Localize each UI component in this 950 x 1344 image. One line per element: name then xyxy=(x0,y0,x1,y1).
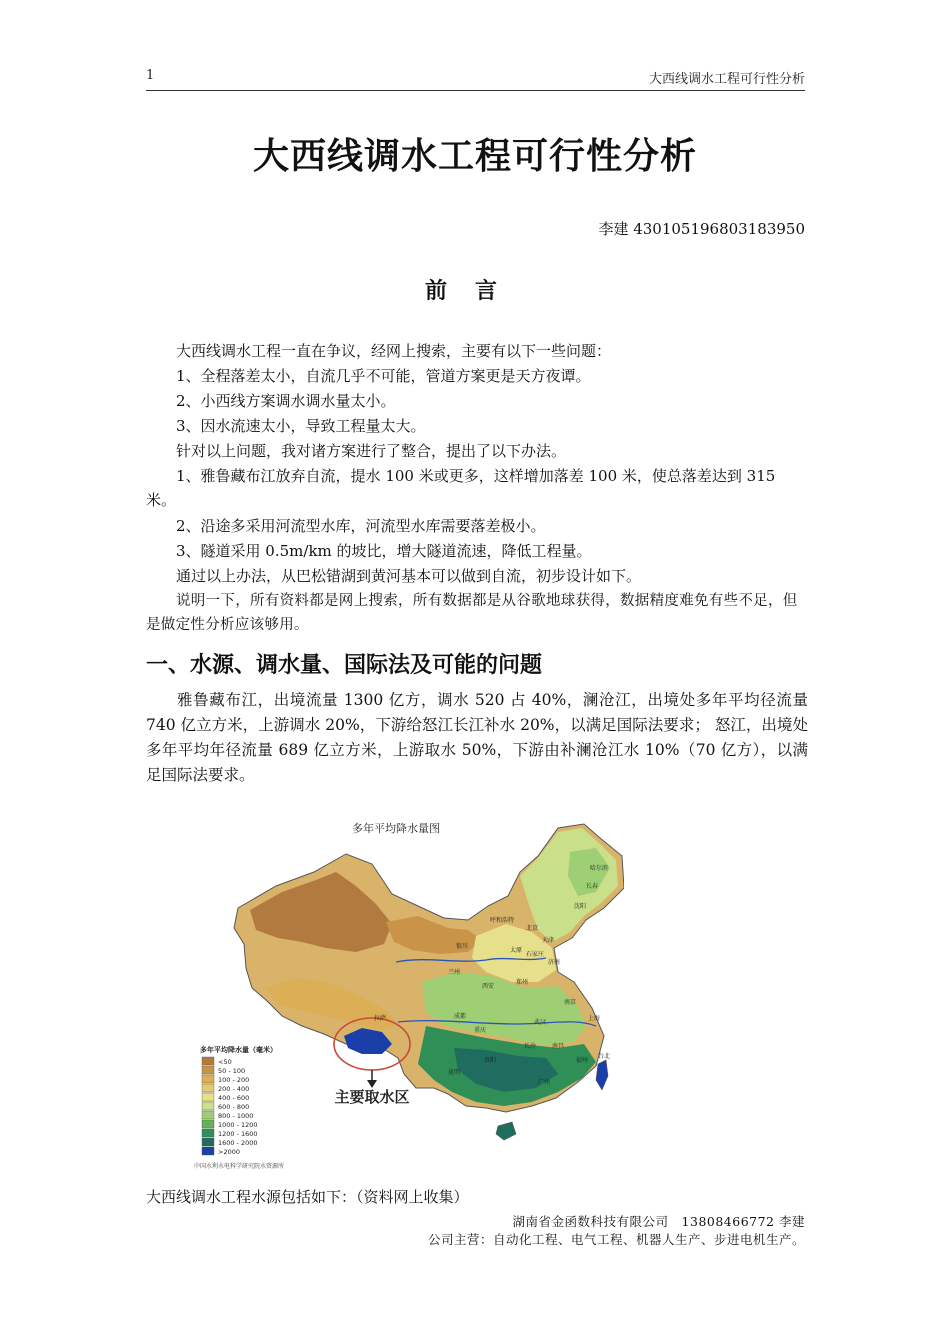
map-place-label: 长春 xyxy=(586,883,599,890)
intake-pointer-arrow xyxy=(367,1080,377,1088)
legend-swatch xyxy=(202,1120,214,1128)
preface-heading: 前言 xyxy=(424,279,525,304)
map-place-label: 昆明 xyxy=(448,1069,461,1076)
legend-label: 1600 - 2000 xyxy=(218,1139,258,1147)
legend-swatch xyxy=(202,1084,214,1092)
preface-line: 3、因水流速太小，导致工程量太大。 xyxy=(176,417,426,435)
footer-business: 公司主营：自动化工程、电气工程、机器人生产、步进电机生产。 xyxy=(427,1232,805,1247)
document-title: 大西线调水工程可行性分析 xyxy=(252,136,697,177)
legend-title: 多年平均降水量（毫米） xyxy=(200,1046,277,1054)
page-number: 1 xyxy=(146,68,155,83)
preface-line: 3、隧道采用 0.5m/km 的坡比，增大隧道流速，降低工程量。 xyxy=(176,542,592,560)
map-place-label: 兰州 xyxy=(448,969,461,976)
map-place-label: 贵阳 xyxy=(484,1057,497,1064)
footer-company: 湖南省金函数科技有限公司 13808466772 李建 xyxy=(512,1214,805,1229)
map-place-label: 台北 xyxy=(598,1053,611,1060)
legend-swatch xyxy=(202,1102,214,1110)
map-place-label: 武汉 xyxy=(534,1019,547,1026)
map-place-label: 长沙 xyxy=(524,1043,537,1050)
map-place-label: 济南 xyxy=(548,959,561,966)
preface-line: 1、雅鲁藏布江放弃自流，提水 100 米或更多，这样增加落差 100 米，使总落差达到 315 米。 xyxy=(146,467,776,509)
legend-swatch xyxy=(202,1066,214,1074)
legend-swatch xyxy=(202,1057,214,1065)
preface-line: 2、小西线方案调水调水量太小。 xyxy=(176,392,396,410)
author-line: 李建 430105196803183950 xyxy=(598,220,805,238)
map-taiwan-shape xyxy=(596,1060,608,1090)
preface-note: 说明一下，所有资料都是网上搜索，所有数据都是从谷歌地球获得，数据精度难免有些不足，但是做定性分析应该够用。 xyxy=(146,593,798,633)
legend-swatch xyxy=(202,1129,214,1137)
preface-line: 2、沿途多采用河流型水库，河流型水库需要落差极小。 xyxy=(176,517,546,535)
legend-label: 50 - 100 xyxy=(218,1067,246,1075)
legend-label: 1000 - 1200 xyxy=(218,1121,258,1129)
legend-label: 1200 - 1600 xyxy=(218,1130,258,1138)
preface-line: 通过以上办法，从巴松错湖到黄河基本可以做到自流，初步设计如下。 xyxy=(176,567,642,585)
map-place-label: 哈尔滨 xyxy=(590,865,609,872)
precipitation-map xyxy=(186,812,624,1174)
map-place-label: 北京 xyxy=(526,925,539,932)
map-legend xyxy=(202,1057,258,1156)
section-body: 雅鲁藏布江，出境流量 1300 亿方，调水 520 占 40%，澜沧江，出境处多年平均径流量 740 亿立方米，上游调水 20%，下游给怒江长江补水 20%，以满足国际法要求； 怒江，出境处多年平均年径流量 689 亿立方米，上游取水 50%，下游由补澜沧江水 10%（70 亿方），以满足国际法要求。 xyxy=(146,691,808,784)
header-rule xyxy=(146,90,805,91)
map-place-label: 呼和浩特 xyxy=(490,917,515,924)
map-place-label: 西安 xyxy=(482,983,495,990)
legend-swatch xyxy=(202,1111,214,1119)
legend-label: 600 - 800 xyxy=(218,1103,250,1111)
precipitation-map-figure xyxy=(186,812,624,1174)
legend-label: >2000 xyxy=(218,1148,240,1156)
map-place-label: 福州 xyxy=(576,1057,589,1064)
map-place-label: 上海 xyxy=(588,1015,601,1022)
map-place-label: 南京 xyxy=(564,999,577,1006)
legend-label: <50 xyxy=(218,1058,232,1066)
map-place-label: 郑州 xyxy=(516,979,529,986)
map-place-label: 拉萨 xyxy=(374,1015,387,1022)
map-place-label: 重庆 xyxy=(474,1027,487,1034)
legend-swatch xyxy=(202,1147,214,1155)
running-header-title: 大西线调水工程可行性分析 xyxy=(648,72,805,87)
map-place-label: 银川 xyxy=(456,943,469,950)
map-place-label: 石家庄 xyxy=(526,951,545,958)
figure-caption: 大西线调水工程水源包括如下：（资料网上收集） xyxy=(146,1188,469,1206)
map-place-label: 天津 xyxy=(542,937,555,944)
map-place-label: 成都 xyxy=(454,1013,467,1020)
legend-label: 800 - 1000 xyxy=(218,1112,254,1120)
legend-label: 100 - 200 xyxy=(218,1076,250,1084)
section-heading: 一、水源、调水量、国际法及可能的问题 xyxy=(146,653,543,678)
preface-line: 大西线调水工程一直在争议，经网上搜索，主要有以下一些问题： xyxy=(176,342,612,360)
map-place-label: 太原 xyxy=(510,947,523,954)
legend-label: 200 - 400 xyxy=(218,1085,250,1093)
map-place-label: 沈阳 xyxy=(574,903,587,910)
map-hainan-shape xyxy=(496,1122,516,1140)
preface-line: 针对以上问题，我对诸方案进行了整合，提出了以下办法。 xyxy=(176,442,567,460)
legend-label: 400 - 600 xyxy=(218,1094,250,1102)
map-title: 多年平均降水量图 xyxy=(352,822,440,835)
map-place-label: 广州 xyxy=(538,1079,551,1086)
legend-swatch xyxy=(202,1138,214,1146)
map-place-label: 南昌 xyxy=(552,1043,565,1050)
intake-annotation: 主要取水区 xyxy=(334,1088,410,1106)
preface-line: 1、全程落差太小，自流几乎不可能，管道方案更是天方夜谭。 xyxy=(176,367,591,385)
map-credit: 中国水利水电科学研究院水资源所 xyxy=(194,1163,285,1170)
legend-swatch xyxy=(202,1075,214,1083)
legend-swatch xyxy=(202,1093,214,1101)
